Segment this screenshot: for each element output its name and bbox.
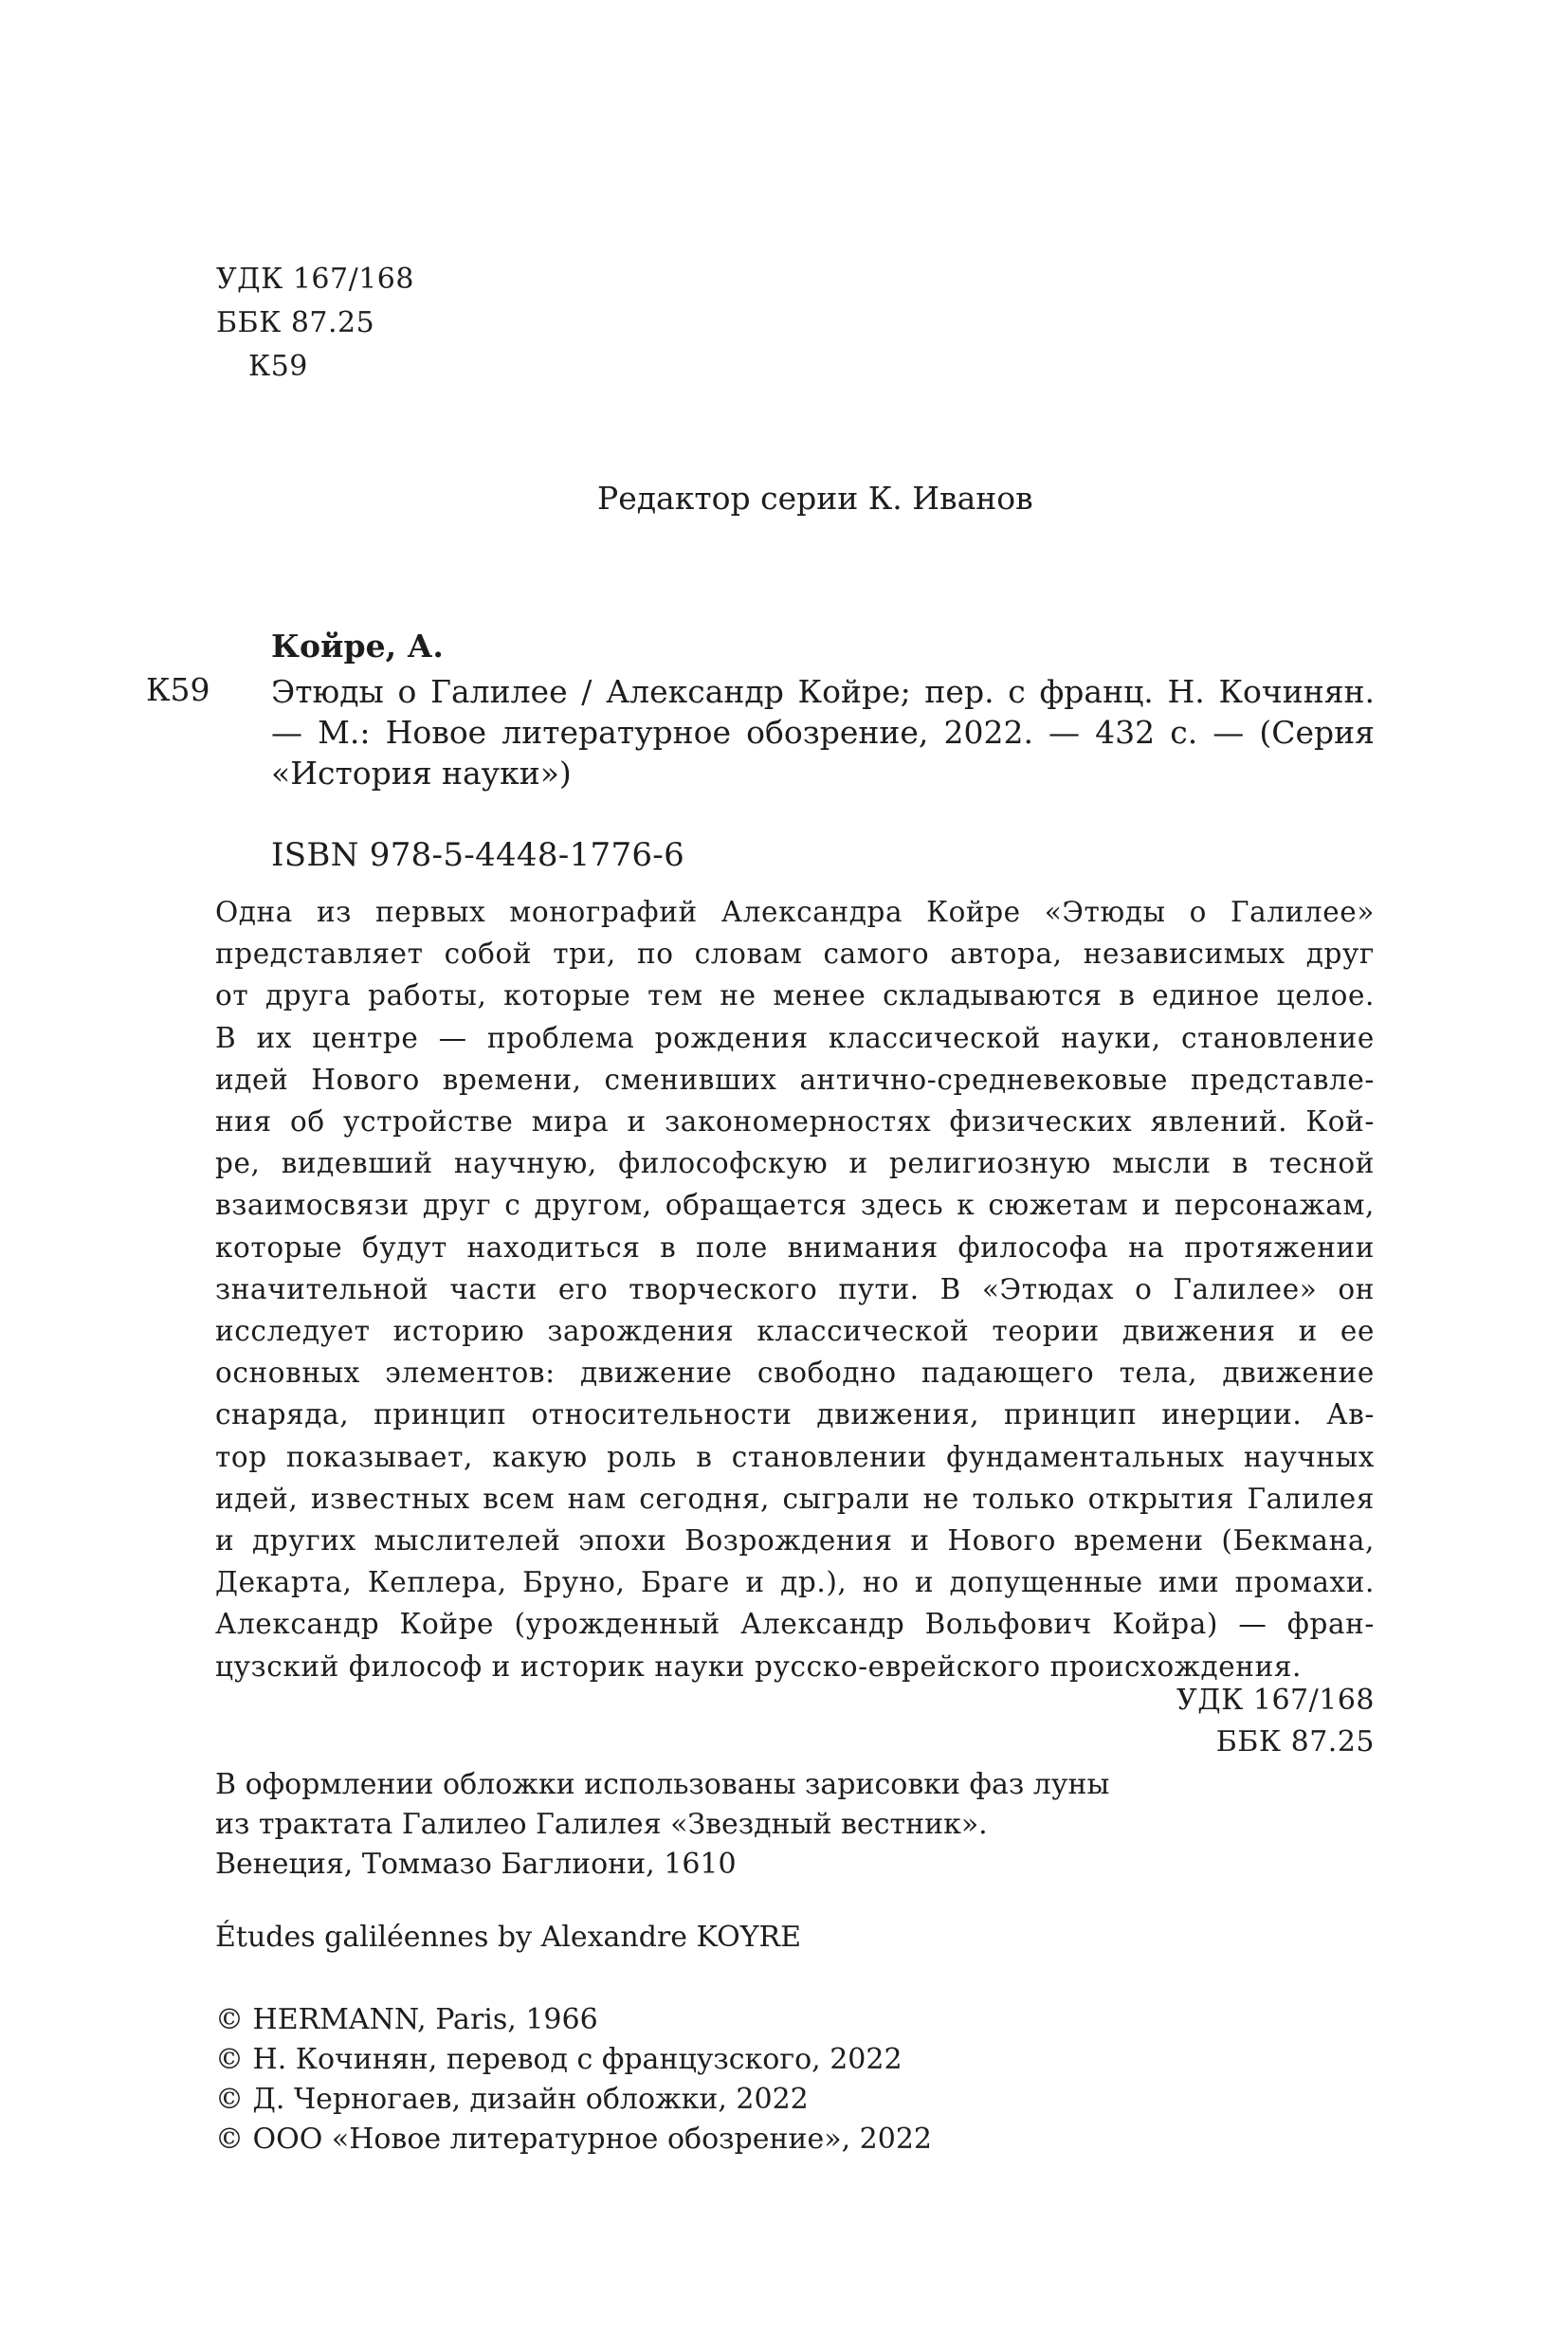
- annotation: [215, 891, 1375, 1687]
- annotation-line: идей, известных всем нам сегодня, сыграли не только открытия Галилея: [215, 1482, 1375, 1515]
- annotation-line: взаимосвязи друг с другом, обращается здесь к сюжетам и персонажам,: [215, 1189, 1375, 1222]
- cover-note-line: Венеция, Томмазо Баглиони, 1610: [215, 1848, 737, 1881]
- bbk-code: ББК 87.25: [216, 306, 375, 339]
- copyright-line: © HERMANN, Paris, 1966: [215, 2003, 598, 2036]
- copyright-line: © ООО «Новое литературное обозрение», 2022: [215, 2123, 932, 2156]
- series-editor: Редактор серии К. Иванов: [597, 480, 1033, 517]
- annotation-line: снаряда, принцип относительности движения, принцип инерции. Ав-: [215, 1398, 1375, 1431]
- copyright-block: [215, 2000, 932, 2160]
- classification-index-block: [216, 258, 414, 389]
- annotation-line: и других мыслителей эпохи Возрождения и Нового времени (Бекмана,: [215, 1524, 1375, 1558]
- annotation-line: значительной части его творческого пути. В «Этюдах о Галилее» он: [215, 1272, 1375, 1305]
- annotation-line: ния об устройстве мира и закономерностях физических явлений. Кой-: [215, 1105, 1375, 1139]
- bibliographic-description: Этюды о Галилее / Александр Койре; пер. с франц. Н. Кочинян. — М.: Новое литературное обозрение, 2022. — 432 с. — (Серия «История науки»): [271, 673, 1375, 792]
- annotation-udk: УДК 167/168: [1176, 1684, 1375, 1717]
- annotation-line: цузский философ и историк науки русско-еврейского происхождения.: [215, 1649, 1303, 1683]
- annotation-line: представляет собой три, по словам самого автора, независимых друг: [215, 938, 1375, 971]
- original-title: Études galiléennes by Alexandre KOYRE: [215, 1921, 802, 1954]
- catalog-author: Койре, А.: [271, 628, 444, 665]
- catalog-author-mark: К59: [146, 671, 210, 708]
- annotation-line: от друга работы, которые тем не менее складываются в единое целое.: [215, 979, 1375, 1012]
- cover-note-line: из трактата Галилео Галилея «Звездный вестник».: [215, 1808, 988, 1841]
- cover-note-line: В оформлении обложки использованы зарисовки фаз луны: [215, 1768, 1110, 1801]
- annotation-line: В их центре — проблема рождения классической науки, становление: [215, 1021, 1375, 1054]
- annotation-line: Одна из первых монографий Александра Койре «Этюды о Галилее»: [215, 896, 1375, 928]
- annotation-line: идей Нового времени, сменивших антично-средневековые представле-: [215, 1063, 1375, 1096]
- annotation-line: ре, видевший научную, философскую и религиозную мысли в тесной: [215, 1147, 1375, 1180]
- copyright-line: © Д. Черногаев, дизайн обложки, 2022: [215, 2083, 809, 2116]
- copyright-line: © Н. Кочинян, перевод с французского, 2022: [215, 2043, 903, 2076]
- annotation-line: Александр Койре (урожденный Александр Вольфович Койра) — фран-: [215, 1608, 1375, 1641]
- annotation-line: исследует историю зарождения классической теории движения и ее: [215, 1315, 1375, 1348]
- udk-code: УДК 167/168: [216, 263, 414, 296]
- cover-note: [215, 1765, 1109, 1885]
- isbn: ISBN 978-5-4448-1776-6: [271, 836, 685, 874]
- annotation-line: которые будут находиться в поле внимания философа на протяжении: [215, 1230, 1375, 1264]
- author-mark: К59: [248, 350, 308, 383]
- annotation-line: тор показывает, какую роль в становлении фундаментальных научных: [215, 1440, 1375, 1473]
- annotation-line: Декарта, Кеплера, Бруно, Браге и др.), но и допущенные ими промахи.: [215, 1566, 1375, 1599]
- annotation-line: основных элементов: движение свободно падающего тела, движение: [215, 1357, 1375, 1390]
- annotation-bbk: ББК 87.25: [1215, 1725, 1375, 1759]
